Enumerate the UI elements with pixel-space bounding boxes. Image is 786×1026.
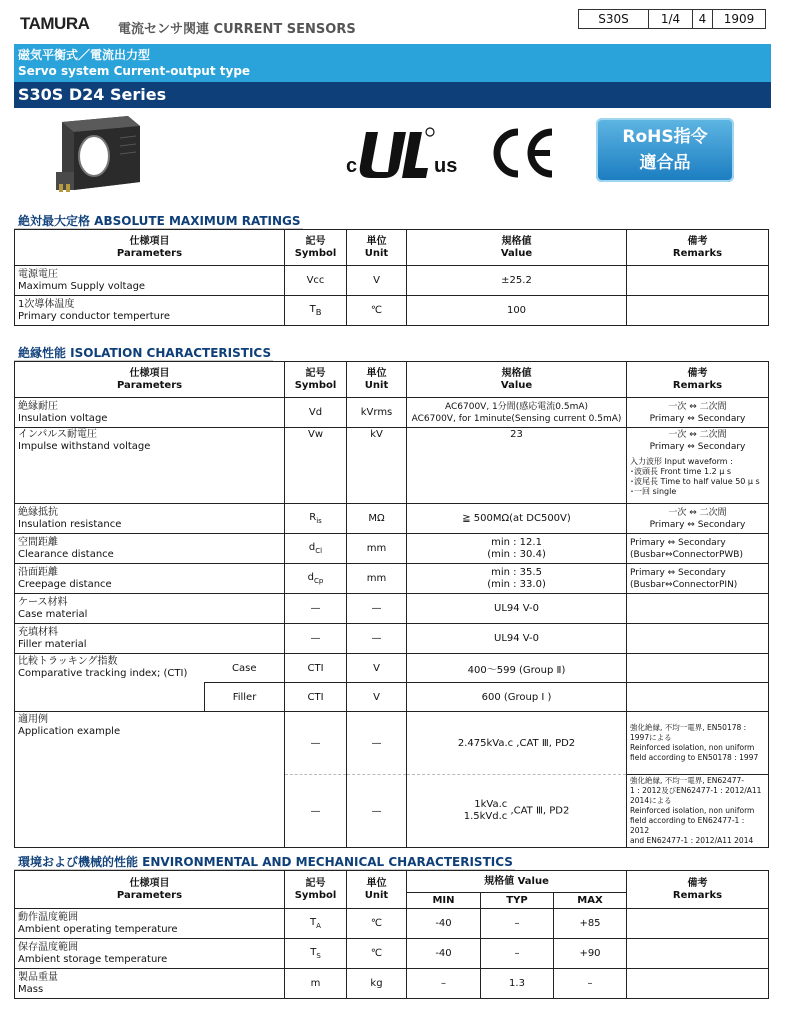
table-row (15, 594, 769, 624)
param-jp: 保存温度範囲 (18, 941, 78, 953)
value-cell: 2.475kVa.c ,CAT Ⅲ, PD2 (407, 712, 627, 775)
header-value-jp: 規格値 (501, 235, 532, 247)
max-cell: – (554, 969, 627, 999)
tamura-logo: TAMURA (20, 14, 90, 33)
abs-max-table (14, 229, 769, 326)
remarks-cell (627, 712, 769, 775)
unit-cell: — (347, 624, 407, 654)
remark-line: 一次 ⇔ 二次間 (668, 507, 727, 518)
symbol-cell: — (285, 594, 347, 624)
min-cell: – (407, 969, 481, 999)
typ-cell: 1.3 (481, 969, 554, 999)
remarks-cell (627, 683, 769, 712)
value-cell: 23 (407, 428, 627, 504)
page-revision: 4 (693, 10, 713, 28)
remark-line: Primary ⇔ Secondary (649, 413, 746, 424)
remark-line: Primary ⇔ Secondary (649, 519, 746, 530)
table-row (15, 534, 769, 564)
unit-cell: — (347, 594, 407, 624)
param-en: Ambient operating temperature (18, 923, 178, 935)
remark-line: Primary ⇔ Secondary (630, 537, 726, 548)
remark-line: and EN62477-1 : 2012/A11 2014 (630, 836, 754, 845)
cti-case-label: Case (205, 654, 285, 683)
param-jp: ケース材料 (18, 596, 68, 608)
param-jp: 1次導体温度 (18, 298, 75, 310)
param-jp: 沿面距離 (18, 566, 58, 578)
value-line: min : 35.5 (491, 566, 542, 578)
table-row (15, 564, 769, 594)
param-en: Case material (18, 608, 88, 620)
symbol-main: d (308, 542, 316, 553)
remark-line: field according to EN62477-1 : 2012 (630, 816, 745, 835)
unit-cell: kVrms (347, 398, 407, 428)
symbol-sub: Cp (314, 577, 324, 585)
abs-max-title: 絶対最大定格 ABSOLUTE MAXIMUM RATINGS (18, 214, 301, 228)
value-cell (407, 775, 627, 848)
remark-line: Primary ⇔ Secondary (630, 567, 726, 578)
value-cell: 600 (Group Ⅰ ) (407, 683, 627, 712)
header-remarks-jp: 備考 (687, 367, 708, 379)
value-line: (min : 33.0) (487, 578, 546, 590)
remark-line: 強化絶縁, 不均一電界, EN62477- (630, 776, 744, 785)
unit-cell: V (347, 654, 407, 683)
environment-table (14, 870, 769, 999)
isolation-title: 絶縁性能 ISOLATION CHARACTERISTICS (18, 346, 272, 360)
param-en: Comparative tracking index; (CTI) (18, 668, 188, 680)
ce-mark (486, 124, 558, 180)
remark-line: Reinforced isolation, non uniform (630, 806, 755, 815)
symbol-cell: — (285, 712, 347, 775)
remark-line: 1 : 2012及びEN62477-1 : 2012/A11 (630, 786, 762, 795)
remarks-cell (627, 398, 769, 428)
remark-line: 一次 ⇔ 二次間 (668, 430, 727, 440)
header-remarks-jp: 備考 (687, 877, 708, 889)
table-row (15, 624, 769, 654)
value-cell: UL94 V-0 (407, 594, 627, 624)
param-jp: 電源電圧 (18, 268, 58, 280)
param-en: Insulation voltage (18, 412, 108, 424)
typ-cell: – (481, 909, 554, 939)
remarks-cell (627, 654, 769, 683)
value-cell (407, 534, 627, 564)
param-en: Clearance distance (18, 548, 114, 560)
value-cell: ≧ 500MΩ(at DC500V) (407, 504, 627, 534)
symbol-main: T (310, 917, 317, 928)
table-row (15, 398, 769, 428)
header-max: MAX (554, 893, 627, 909)
param-en: Maximum Supply voltage (18, 280, 146, 292)
symbol-cell (285, 564, 347, 594)
ul-c-text: c (346, 155, 358, 177)
waveform-line: ･波尾長 Time to half value 50 μ s (630, 477, 760, 486)
header-param-en: Parameters (116, 889, 183, 901)
header-unit-jp: 単位 (366, 877, 387, 889)
value-line: ,CAT Ⅲ, PD2 (510, 805, 570, 817)
param-jp: 充填材料 (18, 626, 58, 638)
remarks-cell (627, 969, 769, 999)
symbol-main: R (309, 512, 317, 523)
value-line: 1.5kVd.c (463, 811, 508, 822)
symbol-cell: Vd (285, 398, 347, 428)
remark-line: 強化絶縁, 不均一電界, EN50178 : (630, 723, 747, 732)
rohs-badge (596, 118, 734, 182)
remark-line: 一次 ⇔ 二次間 (668, 401, 727, 412)
header-subtitle: 電流センサ関連 CURRENT SENSORS (118, 22, 356, 37)
param-en: Impulse withstand voltage (18, 441, 151, 452)
remarks-cell (627, 534, 769, 564)
param-en: Ambient storage temperature (18, 953, 168, 965)
header-param-en: Parameters (116, 379, 183, 391)
symbol-cell: — (285, 775, 347, 848)
remarks-cell (627, 939, 769, 969)
table-row (15, 712, 769, 775)
table-row (15, 266, 769, 296)
environment-title: 環境および機械的性能 ENVIRONMENTAL AND MECHANICAL CHARACTERISTICS (18, 855, 513, 869)
remarks-cell (627, 266, 769, 296)
param-jp: 製品重量 (18, 971, 58, 983)
banner-jp: 磁気平衡式／電流出力型 (18, 48, 151, 62)
symbol-cell (285, 296, 347, 326)
symbol-cell: Vcc (285, 266, 347, 296)
symbol-sub: is (316, 517, 322, 525)
table-row (15, 654, 769, 683)
table-row (15, 504, 769, 534)
value-line: (min : 30.4) (487, 548, 546, 560)
param-jp: 適用例 (18, 714, 48, 725)
unit-cell: mm (347, 564, 407, 594)
symbol-sub: Cl (315, 547, 323, 555)
header-symbol-en: Symbol (294, 889, 337, 901)
table-header-row (15, 362, 769, 398)
remark-line: Primary ⇔ Secondary (649, 442, 746, 452)
unit-cell: V (347, 683, 407, 712)
min-cell: -40 (407, 939, 481, 969)
remarks-cell (627, 909, 769, 939)
rohs-line2: 適合品 (639, 153, 691, 173)
header-value-jp: 規格値 (501, 367, 532, 379)
unit-cell: ℃ (347, 296, 407, 326)
param-en: Insulation resistance (18, 518, 122, 530)
param-jp: 空間距離 (18, 536, 58, 548)
header-unit-jp: 単位 (366, 235, 387, 247)
remarks-cell (627, 624, 769, 654)
value-cell (407, 564, 627, 594)
value-cell: 100 (407, 296, 627, 326)
page-info-box (578, 9, 766, 29)
param-jp: インパルス耐電圧 (18, 429, 97, 440)
symbol-main: T (310, 947, 317, 958)
unit-cell: kV (347, 428, 407, 504)
max-cell: +90 (554, 939, 627, 969)
symbol-cell (285, 939, 347, 969)
remarks-cell (627, 504, 769, 534)
table-row (15, 296, 769, 326)
unit-cell: V (347, 266, 407, 296)
param-jp: 絶縁抵抗 (18, 506, 58, 518)
remark-line: 1997による (630, 733, 672, 742)
rohs-line1: RoHS指令 (622, 127, 708, 147)
table-row (15, 683, 769, 712)
waveform-line: ･波頭長 Front time 1.2 μ s (630, 467, 732, 476)
header-unit-en: Unit (364, 889, 389, 901)
value-cell: ±25.2 (407, 266, 627, 296)
remarks-cell (627, 564, 769, 594)
min-cell: -40 (407, 909, 481, 939)
symbol-cell: m (285, 969, 347, 999)
symbol-cell (285, 534, 347, 564)
remark-line: (Busbar⇔ConnectorPIN) (630, 579, 738, 590)
param-en: Creepage distance (18, 578, 112, 590)
page-model: S30S (579, 10, 649, 28)
header-symbol-jp: 記号 (305, 877, 326, 889)
symbol-cell: — (285, 624, 347, 654)
param-jp: 絶縁耐圧 (18, 400, 58, 412)
param-en: Primary conductor temperture (18, 310, 171, 322)
remark-line: Reinforced isolation, non uniform (630, 743, 755, 752)
symbol-cell: CTI (285, 683, 347, 712)
waveform-line: ･一回 single (630, 487, 677, 496)
value-line: min : 12.1 (491, 536, 542, 548)
unit-cell: — (347, 712, 407, 775)
param-en: Filler material (18, 638, 87, 650)
unit-cell: MΩ (347, 504, 407, 534)
header-remarks-jp: 備考 (687, 235, 708, 247)
value-line: AC6700V, for 1minute(Sensing current 0.5mA) (411, 413, 622, 424)
ul-mark (344, 124, 474, 180)
value-cell: UL94 V-0 (407, 624, 627, 654)
unit-cell: mm (347, 534, 407, 564)
header-symbol-jp: 記号 (305, 235, 326, 247)
header-value: 規格値 Value (407, 871, 627, 893)
header-param-en: Parameters (116, 247, 183, 259)
remarks-cell (627, 775, 769, 848)
table-row (15, 939, 769, 969)
cti-filler-label: Filler (205, 683, 285, 712)
table-row (15, 428, 769, 504)
header-symbol-en: Symbol (294, 379, 337, 391)
type-banner (14, 44, 771, 82)
typ-cell: – (481, 939, 554, 969)
header-remarks-en: Remarks (672, 247, 723, 259)
page-number: 1/4 (649, 10, 693, 28)
header-unit-en: Unit (364, 247, 389, 259)
series-banner: S30S D24 Series (14, 82, 771, 108)
unit-cell: ℃ (347, 909, 407, 939)
unit-cell: kg (347, 969, 407, 999)
header-remarks-en: Remarks (672, 889, 723, 901)
header-value-en: Value (500, 379, 533, 391)
value-line: AC6700V, 1分間(感応電流0.5mA) (444, 401, 589, 412)
table-row (15, 969, 769, 999)
unit-cell: — (347, 775, 407, 848)
table-header-row (15, 230, 769, 266)
remark-line: (Busbar⇔ConnectorPWB) (630, 549, 743, 560)
header-param-jp: 仕様項目 (129, 877, 170, 889)
symbol-cell (285, 909, 347, 939)
header-symbol-en: Symbol (294, 247, 337, 259)
param-jp: 動作温度範囲 (18, 911, 78, 923)
header-value-en: Value (500, 247, 533, 259)
header-min: MIN (407, 893, 481, 909)
ul-us-text: us (434, 155, 458, 177)
remark-line: 2014による (630, 796, 672, 805)
remarks-cell (627, 428, 769, 504)
isolation-table (14, 361, 769, 848)
symbol-sub: A (316, 922, 321, 930)
header-symbol-jp: 記号 (305, 367, 326, 379)
value-cell: 400～599 (Group Ⅱ) (407, 654, 627, 683)
max-cell: +85 (554, 909, 627, 939)
banner-en: Servo system Current-output type (18, 64, 251, 78)
symbol-cell: CTI (285, 654, 347, 683)
header-typ: TYP (481, 893, 554, 909)
remark-line: field according to EN50178 : 1997 (630, 753, 759, 762)
param-en: Mass (18, 983, 44, 995)
header-param-jp: 仕様項目 (129, 367, 170, 379)
page-date: 1909 (723, 12, 755, 26)
param-jp: 比較トラッキング指数 (18, 656, 118, 668)
header-unit-en: Unit (364, 379, 389, 391)
table-row (15, 909, 769, 939)
unit-cell: ℃ (347, 939, 407, 969)
symbol-cell (285, 504, 347, 534)
symbol-main: d (307, 572, 315, 583)
symbol-cell: Vw (285, 428, 347, 504)
waveform-line: 入力波形 Input waveform : (630, 457, 733, 466)
value-line: 1kVa.c (474, 799, 508, 810)
header-param-jp: 仕様項目 (129, 235, 170, 247)
symbol-main: T (309, 304, 316, 315)
table-header-row (15, 871, 769, 893)
remarks-cell (627, 594, 769, 624)
symbol-sub: B (315, 307, 322, 317)
value-cell (407, 398, 627, 428)
symbol-sub: S (316, 952, 321, 960)
current-sensor-image (48, 112, 143, 198)
param-en: Application example (18, 726, 121, 737)
remarks-cell (627, 296, 769, 326)
header-remarks-en: Remarks (672, 379, 723, 391)
header-unit-jp: 単位 (366, 367, 387, 379)
